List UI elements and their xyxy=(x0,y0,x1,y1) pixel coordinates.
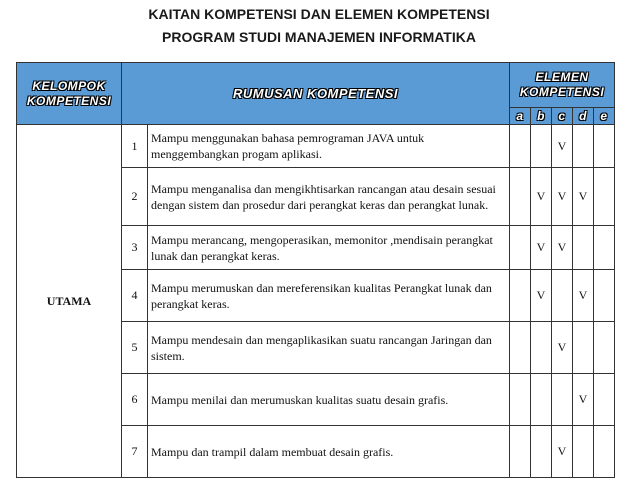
group-cell: UTAMA xyxy=(17,125,122,478)
mark-a xyxy=(510,374,531,426)
header-elemen: ELEMEN KOMPETENSI xyxy=(510,63,615,108)
mark-e xyxy=(594,168,615,226)
mark-a xyxy=(510,322,531,374)
competency-table xyxy=(16,62,615,478)
mark-e xyxy=(594,374,615,426)
row-number: 5 xyxy=(122,322,148,374)
row-number: 1 xyxy=(122,125,148,168)
row-number: 2 xyxy=(122,168,148,226)
mark-c xyxy=(552,270,573,322)
mark-e xyxy=(594,226,615,270)
mark-c: V xyxy=(552,322,573,374)
mark-c: V xyxy=(552,125,573,168)
mark-e xyxy=(594,125,615,168)
title-line-2: PROGRAM STUDI MANAJEMEN INFORMATIKA xyxy=(162,29,476,45)
row-number: 4 xyxy=(122,270,148,322)
header-kelompok: KELOMPOK KOMPETENSI xyxy=(17,63,122,125)
header-sub-a: a xyxy=(510,108,531,125)
header-sub-c: c xyxy=(552,108,573,125)
row-text: Mampu merancang, mengoperasikan, memonitor ,mendisain perangkat lunak dan perangkat keras. xyxy=(148,226,510,270)
mark-c: V xyxy=(552,168,573,226)
row-number: 7 xyxy=(122,426,148,478)
mark-d xyxy=(573,322,594,374)
mark-b: V xyxy=(531,270,552,322)
header-sub-e: e xyxy=(594,108,615,125)
row-text: Mampu menggunakan bahasa pemrograman JAVA untuk menggembangkan progam aplikasi. xyxy=(148,125,510,168)
mark-b xyxy=(531,322,552,374)
row-number: 6 xyxy=(122,374,148,426)
mark-a xyxy=(510,125,531,168)
row-text: Mampu menilai dan merumuskan kualitas suatu desain grafis. xyxy=(148,374,510,426)
row-text: Mampu menganalisa dan mengikhtisarkan rancangan atau desain sesuai dengan sistem dan prosedur dari perangkat keras dan perangkat lunak. xyxy=(148,168,510,226)
mark-b xyxy=(531,125,552,168)
row-number: 3 xyxy=(122,226,148,270)
header-sub-d: d xyxy=(573,108,594,125)
mark-a xyxy=(510,270,531,322)
mark-d xyxy=(573,226,594,270)
mark-e xyxy=(594,270,615,322)
mark-d xyxy=(573,426,594,478)
mark-a xyxy=(510,168,531,226)
table-row xyxy=(17,125,615,168)
mark-d: V xyxy=(573,374,594,426)
mark-c xyxy=(552,374,573,426)
mark-b xyxy=(531,426,552,478)
mark-a xyxy=(510,226,531,270)
row-text: Mampu merumuskan dan mereferensikan kualitas Perangkat lunak dan perangkat keras. xyxy=(148,270,510,322)
mark-b: V xyxy=(531,168,552,226)
mark-e xyxy=(594,426,615,478)
header-rumusan: RUMUSAN KOMPETENSI xyxy=(122,63,510,125)
mark-d: V xyxy=(573,270,594,322)
mark-c: V xyxy=(552,226,573,270)
mark-e xyxy=(594,322,615,374)
row-text: Mampu dan trampil dalam membuat desain grafis. xyxy=(148,426,510,478)
mark-c: V xyxy=(552,426,573,478)
mark-d: V xyxy=(573,168,594,226)
mark-b xyxy=(531,374,552,426)
mark-b: V xyxy=(531,226,552,270)
header-sub-b: b xyxy=(531,108,552,125)
mark-d xyxy=(573,125,594,168)
title-line-1: KAITAN KOMPETENSI DAN ELEMEN KOMPETENSI xyxy=(148,6,490,22)
row-text: Mampu mendesain dan mengaplikasikan suatu rancangan Jaringan dan sistem. xyxy=(148,322,510,374)
mark-a xyxy=(510,426,531,478)
